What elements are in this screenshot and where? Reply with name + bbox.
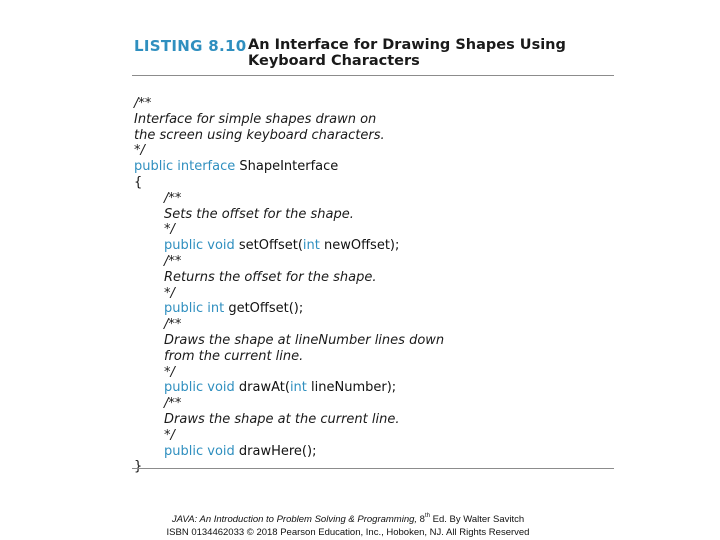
code-line <box>134 175 444 191</box>
code-line <box>134 349 444 365</box>
code-comment: /** <box>164 190 182 206</box>
footer-copyright: ISBN 0134462033 © 2018 Pearson Education, Inc., Hoboken, NJ. All Rights Reserved <box>166 527 530 538</box>
code-text: setOffset( <box>234 238 303 254</box>
code-block <box>134 96 444 475</box>
code-comment: Draws the shape at lineNumber lines down <box>164 332 445 348</box>
footer-edition-rest: Ed. By Walter Savitch <box>432 514 525 525</box>
code-keyword: public void <box>164 443 235 459</box>
code-line <box>134 112 444 128</box>
top-rule <box>132 75 614 76</box>
listing-title <box>248 37 566 69</box>
footer-book-title: JAVA: An Introduction to Problem Solving & Programming, <box>171 514 418 525</box>
bottom-rule <box>132 468 614 469</box>
code-text: getOffset(); <box>224 301 304 317</box>
code-keyword: int <box>302 238 320 254</box>
code-comment: Draws the shape at the current line. <box>164 411 400 427</box>
code-line <box>134 365 444 381</box>
code-text: lineNumber); <box>306 380 397 396</box>
code-line <box>134 254 444 270</box>
code-comment: */ <box>164 285 175 301</box>
code-comment: */ <box>164 427 175 443</box>
code-line <box>134 380 444 396</box>
code-line <box>134 301 444 317</box>
footer-edition-suffix: th <box>424 513 430 519</box>
code-comment: /** <box>134 96 152 111</box>
code-line <box>134 270 444 286</box>
code-text: drawAt( <box>234 380 290 396</box>
code-comment: */ <box>134 143 145 159</box>
code-line <box>134 444 444 460</box>
code-keyword: int <box>289 380 307 396</box>
code-line <box>134 96 444 112</box>
code-line <box>134 128 444 144</box>
code-comment: /** <box>164 253 182 269</box>
code-text: drawHere(); <box>234 443 317 459</box>
listing-title-line-1: An Interface for Drawing Shapes Using <box>248 37 566 53</box>
code-line <box>134 207 444 223</box>
code-text: { <box>134 174 143 190</box>
footer-edition-number: 8 <box>419 514 425 525</box>
code-line <box>134 159 444 175</box>
code-keyword: public interface <box>134 159 236 175</box>
code-keyword: public void <box>164 238 235 254</box>
code-comment: Sets the offset for the shape. <box>164 206 354 222</box>
footer-citation <box>0 514 708 525</box>
code-comment: */ <box>164 364 175 380</box>
code-text: ShapeInterface <box>235 159 339 175</box>
listing-title-line-2: Keyboard Characters <box>248 53 420 69</box>
code-text: } <box>134 459 143 475</box>
code-comment: Returns the offset for the shape. <box>164 269 377 285</box>
code-comment: the screen using keyboard characters. <box>134 127 385 143</box>
code-line <box>134 317 444 333</box>
code-line <box>134 191 444 207</box>
code-text: newOffset); <box>319 238 400 254</box>
code-comment: Interface for simple shapes drawn on <box>134 111 377 127</box>
code-line <box>134 412 444 428</box>
code-comment: from the current line. <box>164 348 304 364</box>
code-line <box>134 396 444 412</box>
code-comment: /** <box>164 317 182 333</box>
code-comment: */ <box>164 222 175 238</box>
code-line <box>134 238 444 254</box>
code-comment: /** <box>164 396 182 412</box>
code-keyword: public int <box>164 301 225 317</box>
code-line <box>134 222 444 238</box>
code-line <box>134 428 444 444</box>
listing-label: LISTING 8.10 <box>134 37 247 55</box>
code-line <box>134 333 444 349</box>
code-line <box>134 143 444 159</box>
code-line <box>134 286 444 302</box>
code-keyword: public void <box>164 380 235 396</box>
